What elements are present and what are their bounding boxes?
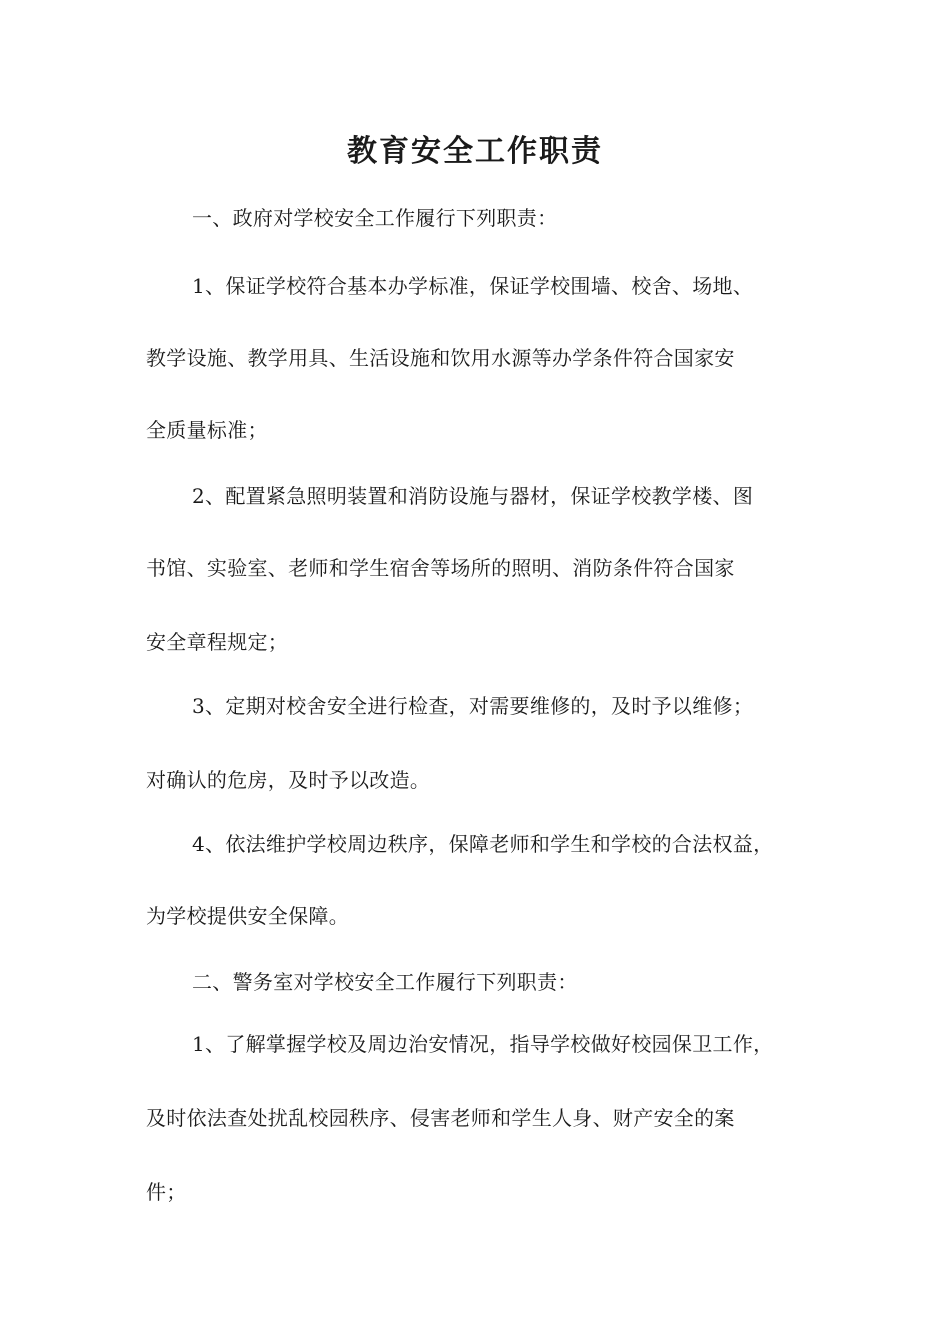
paragraph-line: 及时依法查处扰乱校园秩序、侵害老师和学生人身、财产安全的案: [146, 1106, 735, 1130]
paragraph-line: 1、保证学校符合基本办学标准，保证学校围墙、校舍、场地、: [192, 274, 754, 298]
paragraph-line: 1、了解掌握学校及周边治安情况，指导学校做好校园保卫工作，: [192, 1032, 774, 1056]
paragraph-line: 安全章程规定；: [146, 630, 289, 654]
paragraph-line: 全质量标准；: [146, 418, 268, 442]
paragraph-line: 为学校提供安全保障。: [146, 904, 349, 928]
paragraph-line: 4、依法维护学校周边秩序，保障老师和学生和学校的合法权益，: [192, 832, 774, 856]
document-title: 教育安全工作职责: [347, 134, 603, 169]
paragraph-line: 对确认的危房，及时予以改造。: [146, 768, 431, 792]
paragraph-line: 件；: [146, 1180, 187, 1204]
paragraph-line: 书馆、实验室、老师和学生宿舍等场所的照明、消防条件符合国家: [146, 556, 735, 580]
paragraph-line: 2、配置紧急照明装置和消防设施与器材，保证学校教学楼、图: [192, 484, 754, 508]
section-heading-2: 二、警务室对学校安全工作履行下列职责：: [192, 970, 578, 994]
paragraph-line: 教学设施、教学用具、生活设施和饮用水源等办学条件符合国家安: [146, 346, 735, 370]
paragraph-line: 3、定期对校舍安全进行检查，对需要维修的，及时予以维修；: [192, 694, 754, 718]
section-heading-1: 一、政府对学校安全工作履行下列职责：: [192, 206, 558, 230]
